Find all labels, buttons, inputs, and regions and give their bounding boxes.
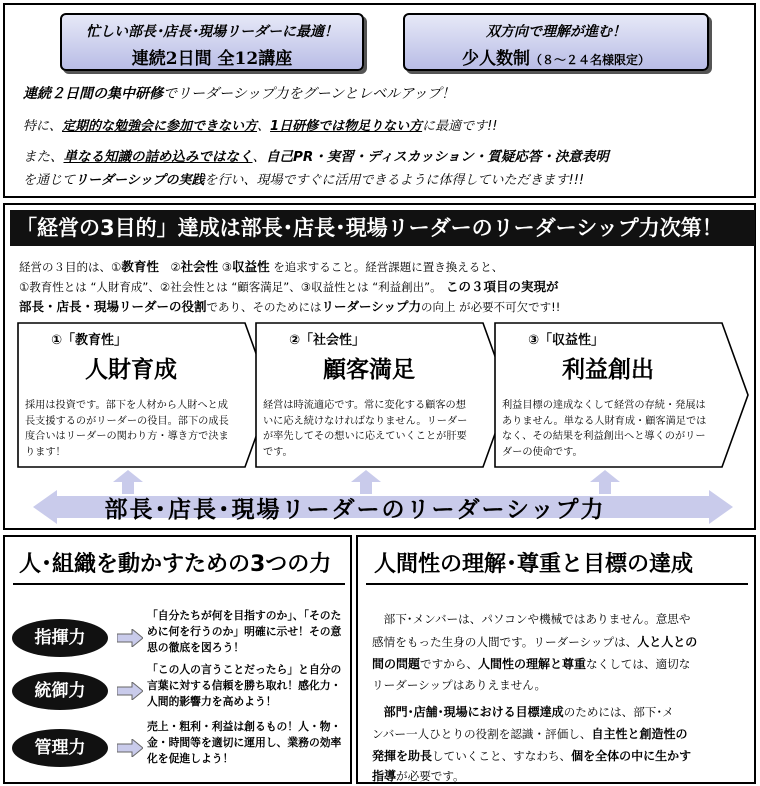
power-label-command: 指揮力 xyxy=(12,619,108,657)
intro-emphasis: 1日研修では物足りない方 xyxy=(270,119,423,134)
purpose-card-profit xyxy=(494,322,750,469)
card-tag: ①「教育性」 xyxy=(51,333,128,348)
para-text: であり、そのためには xyxy=(206,300,322,314)
power-description: 売上・粗利・利益は創るもの！人・物・金・時間等を適切に運用し、業務の効率化を促進しよう！ xyxy=(147,720,342,765)
card-title: 利益創出 xyxy=(562,357,654,383)
intro-text: でリーダーシップ力をグーンとレベルアップ！ xyxy=(163,86,456,102)
right-arrow-icon xyxy=(117,629,143,647)
body-emphasis: 発揮を助長 xyxy=(372,749,433,763)
management-purpose-panel xyxy=(3,203,756,530)
body-emphasis: 個を全体の中に生かす xyxy=(571,749,692,763)
card-title: 人財育成 xyxy=(85,357,177,383)
intro-text: 、 xyxy=(257,119,271,134)
purpose-paragraph-line xyxy=(19,297,560,315)
body-text: ンバー一人ひとりの役割を認識・評価し、 xyxy=(372,727,592,741)
intro-text: を通じて xyxy=(23,173,76,188)
card-tag: ③「収益性」 xyxy=(528,333,605,348)
intro-emphasis: 定期的な勉強会に参加できない方 xyxy=(62,119,258,134)
intro-text: 、 xyxy=(252,149,266,165)
section-banner: 「経営の3目的」達成は部長･店長･現場リーダーのリーダーシップ力次第！ xyxy=(10,210,755,246)
para-emphasis: 教育性 xyxy=(121,259,159,274)
intro-line-3 xyxy=(23,145,609,165)
purpose-card-education xyxy=(17,322,273,469)
purpose-card-social xyxy=(255,322,511,469)
badge-subtitle: 双方向で理解が進む！ xyxy=(486,24,626,40)
body-line xyxy=(372,655,690,672)
three-powers-panel xyxy=(3,535,352,784)
body-text: が必要です。 xyxy=(396,769,465,783)
body-text: なくしては、適切な xyxy=(586,657,691,671)
badge-title: 連続2日間 全12講座 xyxy=(131,49,293,69)
intro-text: に最適です!! xyxy=(422,119,498,134)
body-line: リーダーシップはありえません。 xyxy=(372,678,547,692)
body-emphasis: 間の問題 xyxy=(372,657,421,671)
body-text xyxy=(372,705,384,719)
power-label-control: 統御力 xyxy=(12,672,108,710)
para-text: 経営の３目的は、① xyxy=(19,260,122,274)
body-text: のためには、部下･メ xyxy=(563,705,674,719)
card-body: 経営は時流適応です。常に変化する顧客の想いに応え続けなければなりません。リーダーが率先してその想いに応えていくことが肝要です。 xyxy=(263,400,468,458)
badge-note: （８～２４名様限定） xyxy=(529,53,650,67)
badge-title-main: 少人数制 xyxy=(461,49,530,69)
body-emphasis: 部門･店舗･現場における目標達成 xyxy=(383,705,564,719)
section-title: 人間性の理解･尊重と目標の達成 xyxy=(374,552,694,577)
power-label-management: 管理力 xyxy=(12,729,108,767)
intro-line-2 xyxy=(23,115,498,134)
intro-emphasis: 単なる知識の詰め込みではなく xyxy=(63,149,253,165)
para-emphasis: 部長・店長・現場リーダーの役割 xyxy=(19,299,207,314)
intro-emphasis: 連続２日間の集中研修 xyxy=(23,86,163,102)
intro-line-4 xyxy=(23,169,584,188)
title-divider xyxy=(366,583,748,585)
card-title: 顧客満足 xyxy=(323,357,415,383)
body-line xyxy=(372,725,688,742)
para-emphasis: 社会性 xyxy=(180,259,219,274)
para-text: ①教育性とは “人財育成”、②社会性とは “顧客満足”、③収益性とは “利益創出”。 xyxy=(19,280,442,294)
para-emphasis: 収益性 xyxy=(232,259,270,274)
body-text: していくこと、すなわち、 xyxy=(432,749,572,763)
body-text: 感情をもった生身の人間です。リーダーシップは、 xyxy=(372,635,638,649)
purpose-paragraph-line xyxy=(19,257,503,275)
intro-emphasis: リーダーシップの実践 xyxy=(75,173,205,188)
card-tag: ②「社会性」 xyxy=(289,333,366,348)
humanity-goals-panel xyxy=(356,535,756,784)
badge-subtitle: 忙しい部長･店長･現場リーダーに最適！ xyxy=(86,24,338,40)
body-emphasis: 人と人との xyxy=(637,635,698,649)
purpose-paragraph-line xyxy=(19,277,559,295)
card-body: 利益目標の達成なくして経営の存続・発展はありません。単なる人財育成・顧客満足ではなく、その結果を利益創出へと導くのがリーダーの使命です。 xyxy=(502,400,707,458)
body-line xyxy=(372,703,674,720)
para-text: の向上 が必要不可欠です!! xyxy=(421,300,561,314)
body-line xyxy=(372,633,697,650)
right-arrow-icon xyxy=(117,739,143,757)
para-emphasis: リーダーシップ力 xyxy=(321,299,422,314)
course-format-badge xyxy=(60,13,364,71)
intro-emphasis: 自己PR・実習・ディスカッション・質疑応答・決意表明 xyxy=(266,149,609,165)
body-text: ですから、 xyxy=(420,657,478,671)
class-size-badge xyxy=(403,13,709,71)
power-description: 「自分たちが何を目指すのか」、「そのために何を行うのか」明確に示せ！その意思の徹底を図ろう！ xyxy=(147,609,342,654)
right-arrow-icon xyxy=(117,682,143,700)
body-line: 部下･メンバーは、パソコンや機械ではありません。意思や xyxy=(372,612,691,626)
body-emphasis: 指導 xyxy=(372,769,397,783)
intro-panel xyxy=(3,3,756,198)
para-text: ③ xyxy=(218,260,233,274)
intro-text: また、 xyxy=(23,149,64,165)
body-emphasis: 自主性と創造性の xyxy=(591,727,688,741)
para-text: を追求すること。経営課題に置き換えると、 xyxy=(269,260,504,274)
title-divider xyxy=(13,583,345,585)
leadership-band-label: 部長･店長･現場リーダーのリーダーシップ力 xyxy=(104,497,606,523)
para-text: ② xyxy=(158,260,181,274)
body-line xyxy=(372,767,465,784)
body-emphasis: 人間性の理解と尊重 xyxy=(478,657,587,671)
intro-line-1 xyxy=(23,83,455,103)
badge-title xyxy=(405,44,707,69)
intro-text: 特に、 xyxy=(23,119,63,134)
double-arrow-band xyxy=(33,490,733,524)
para-emphasis: この３項目の実現が xyxy=(441,279,559,294)
body-line xyxy=(372,747,691,764)
intro-text: を行い、現場ですぐに活用できるように体得していただきます!!! xyxy=(204,173,585,188)
power-description: 「この人の言うことだったら」と自分の言葉に対する信頼を勝ち取れ！感化力・人間的影響力を高めよう！ xyxy=(147,663,342,708)
section-title: 人･組織を動かすための3つの力 xyxy=(19,552,332,577)
card-body: 採用は投資です。部下を人材から人財へと成長支援するのがリーダーの役目。部下の成長度合いはリーダーの関わり方・導き方で決まります！ xyxy=(25,400,229,458)
